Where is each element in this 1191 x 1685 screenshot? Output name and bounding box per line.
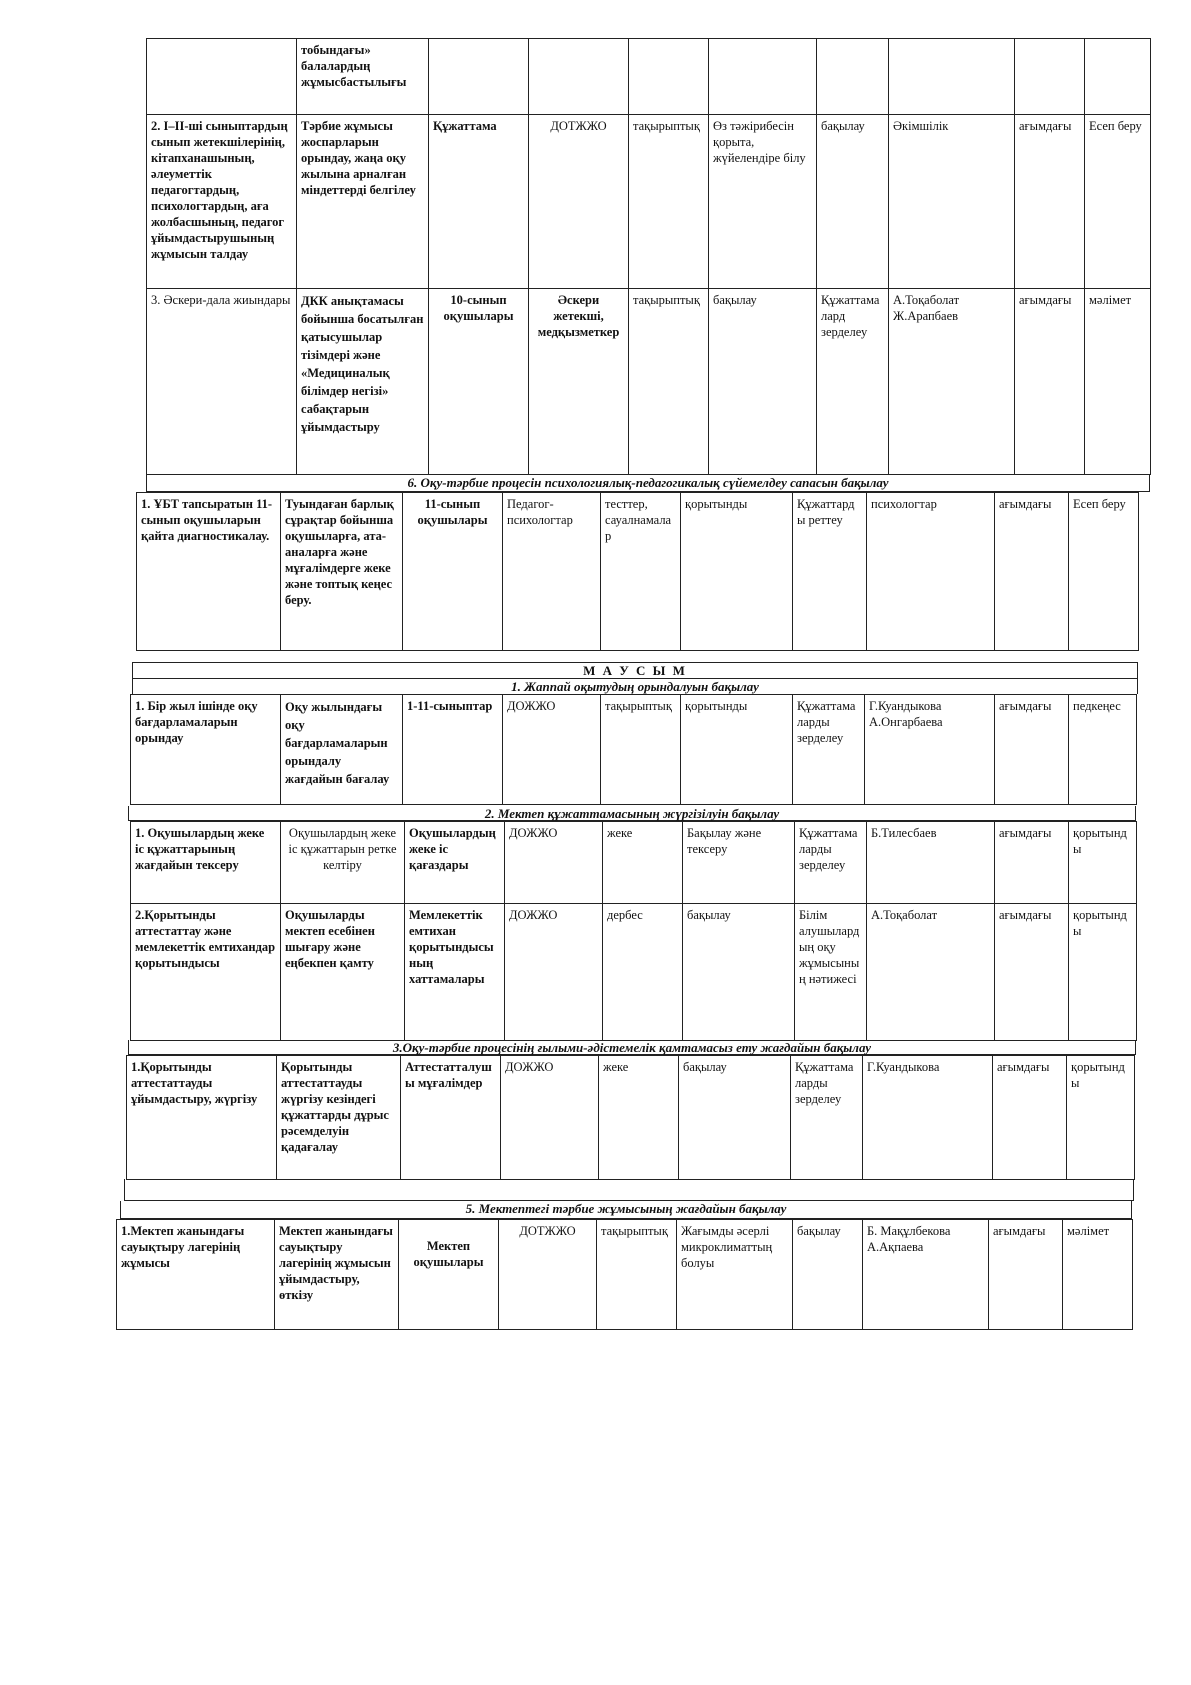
cell-period: ағымдағы [989,1220,1063,1330]
cell-control-purpose: ДКК анықтамасы бойынша босатылған қатысушылар тізімдері және «Медициналық білімдер негізі» сабақтарын ұйымдастыру [297,289,429,475]
cell-responsible-unit: Әскери жетекші, медқызметкер [529,289,629,475]
table-row [131,904,1137,1041]
cell-control-purpose: Қорытынды аттестаттауды жүргізу кезіндегі құжаттарды дұрыс рәсемделуін қадағалау [277,1056,401,1180]
cell-control-object: 1. Бір жыл ішінде оқу бағдарламаларын орындау [131,695,281,805]
cell-control-purpose: Тәрбие жұмысы жоспарларын орындау, жаңа оқу жылына арналған міндеттерді белгілеу [297,115,429,289]
cell-control-purpose: Оқушыларды мектеп есебінен шығару және еңбекпен қамту [281,904,405,1041]
cell-control-purpose: Оқу жылындағы оқу бағдарламаларын орындалу жағдайын бағалау [281,695,403,805]
cell-control-type: тақырыптық [629,115,709,289]
cell-result-form: қорытынды [1067,1056,1135,1180]
cell-control-type: тесттер, сауалнамалар [601,493,681,651]
month-header: М А У С Ы М [132,662,1138,678]
cell-responsible-unit: ДОТЖЖО [499,1220,597,1330]
cell-period: ағымдағы [1015,289,1085,475]
cell-result-form: Есеп беру [1085,115,1151,289]
control-plan-table-attestation [126,1055,1135,1180]
cell-control-form: қорытынды [681,695,793,805]
cell-control-form: бақылау [679,1056,791,1180]
cell-control-method: бақылау [793,1220,863,1330]
cell-period: ағымдағы [995,493,1069,651]
cell-control-object: 3. Әскери-дала жиындары [147,289,297,475]
cell-result-form: қорытынды [1069,822,1137,904]
cell-control-form: қорытынды [681,493,793,651]
cell-responsible-person: Б.Тилесбаев [867,822,995,904]
table-row [127,1056,1135,1180]
cell-period: ағымдағы [995,822,1069,904]
cell-period: ағымдағы [1015,115,1085,289]
cell-control-object: 1. ҰБТ тапсыратын 11-сынып оқушыларын қайта диагностикалау. [137,493,281,651]
cell-control-object: 2.Қорытынды аттестаттау және мемлекеттік емтихандар қорытындысы [131,904,281,1041]
cell-control-object: 1.Қорытынды аттестаттауды ұйымдастыру, жүргізу [127,1056,277,1180]
cell-control-form: Өз тәжірибесін қорыта, жүйелендіре білу [709,115,817,289]
section-header: 1. Жаппай оқытудың орындалуын бақылау [132,678,1138,694]
cell-result-form: педкеңес [1069,695,1137,805]
cell-control-method: бақылау [817,115,889,289]
cell-period: ағымдағы [993,1056,1067,1180]
cell-control-method: Құжаттамаларды зерделеу [793,695,865,805]
cell-control-method: Құжаттамаларды зерделеу [795,822,867,904]
cell-control-subject: 1-11-сыныптар [403,695,503,805]
cell-period: ағымдағы [995,904,1069,1041]
cell-control-purpose: Мектеп жанындағы сауықтыру лагерінің жұмысын ұйымдастыру, өткізу [275,1220,399,1330]
separator-row [124,1179,1134,1201]
control-plan-table-curriculum [130,694,1137,805]
cell-control-method: Құжаттамалард зерделеу [817,289,889,475]
cell-responsible-person: Г.Куандыкова А.Онгарбаева [865,695,995,805]
cell-control-subject: 10-сынып оқушылары [429,289,529,475]
cell-control-type: тақырыптық [629,289,709,475]
control-plan-table-psych [136,492,1139,651]
cell-control-type: тақырыптық [601,695,681,805]
cell-control-form: Бақылау және тексеру [683,822,795,904]
cell-control-object: 2. І–ІІ-ші сыныптардың сынып жетекшілерінің, кітапханашының, әлеуметтік педагогтардың, психологтардың, аға жолбасшының, педагог ұйымдастырушының жұмысын талдау [147,115,297,289]
section-header: 6. Оқу-тәрбие процесін психологиялық-педагогикалық сүйемелдеу сапасын бақылау [146,475,1150,492]
cell-control-type: тақырыптық [597,1220,677,1330]
cell-control-subject: Мемлекеттік емтихан қорытындысының хаттамалары [405,904,505,1041]
cell-period: ағымдағы [995,695,1069,805]
section-header: 2. Мектеп құжаттамасының жүргізілуін бақылау [128,806,1136,821]
section-header: 5. Мектептегі тәрбие жұмысының жағдайын бақылау [120,1201,1132,1219]
cell-control-subject: Құжаттама [429,115,529,289]
cell-control-object: 1. Оқушылардың жеке іс құжаттарының жағдайын тексеру [131,822,281,904]
cell-result-form: мәлімет [1085,289,1151,475]
table-row [147,39,1151,115]
table-row [131,695,1137,805]
cell-control-type: дербес [603,904,683,1041]
cell-responsible-person: А.Тоқаболат Ж.Арапбаев [889,289,1015,475]
cell-control-subject: Оқушылардың жеке іс қағаздары [405,822,505,904]
cell-control-method: Құжаттамаларды зерделеу [791,1056,863,1180]
cell-control-purpose: Оқушылардың жеке іс құжаттарын ретке келтіру [281,822,405,904]
cell-result-form: мәлімет [1063,1220,1133,1330]
cell-responsible-person: психологтар [867,493,995,651]
cell-control-type: жеке [599,1056,679,1180]
section-header: 3.Оқу-тәрбие процесінің ғылыми-әдістемелік қамтамасыз ету жағдайын бақылау [128,1040,1136,1055]
cell-control-method: Білім алушылардың оқу жұмысының нәтижесі [795,904,867,1041]
cell-control-object [147,39,297,115]
cell-control-subject: Мектеп оқушылары [399,1220,499,1330]
cell-control-purpose: тобындағы» балалардың жұмысбастылығы [297,39,429,115]
cell-control-form: бақылау [683,904,795,1041]
cell-control-method: Құжаттарды реттеу [793,493,867,651]
cell-responsible-unit: Педагог-психологтар [503,493,601,651]
control-plan-table-documents [130,821,1137,1041]
control-plan-table-top [146,38,1151,475]
table-row [117,1220,1133,1330]
cell-responsible-person: Б. Мақұлбекова А.Ақпаева [863,1220,989,1330]
table-row [137,493,1139,651]
cell-responsible-unit: ДОЖЖО [501,1056,599,1180]
cell-control-form: Жағымды әсерлі микроклиматтың болуы [677,1220,793,1330]
cell-control-subject: 11-сынып оқушылары [403,493,503,651]
cell-control-type: жеке [603,822,683,904]
cell-responsible-person: Әкімшілік [889,115,1015,289]
cell-responsible-unit: ДОТЖЖО [529,115,629,289]
table-row [131,822,1137,904]
table-row [147,115,1151,289]
cell-control-object: 1.Мектеп жанындағы сауықтыру лагерінің жұмысы [117,1220,275,1330]
table-row [147,289,1151,475]
cell-control-subject: Аттестатталушы мұғалімдер [401,1056,501,1180]
cell-responsible-unit: ДОЖЖО [505,904,603,1041]
cell-result-form: қорытынды [1069,904,1137,1041]
cell-responsible-unit: ДОЖЖО [505,822,603,904]
cell-responsible-person: А.Тоқаболат [867,904,995,1041]
cell-result-form: Есеп беру [1069,493,1139,651]
control-plan-table-camp [116,1219,1133,1330]
cell-control-form: бақылау [709,289,817,475]
cell-responsible-unit: ДОЖЖО [503,695,601,805]
cell-responsible-person: Г.Куандыкова [863,1056,993,1180]
cell-control-purpose: Туындаған барлық сұрақтар бойынша оқушыларға, ата-аналарға және мұғалімдерге жеке және топтық кеңес беру. [281,493,403,651]
